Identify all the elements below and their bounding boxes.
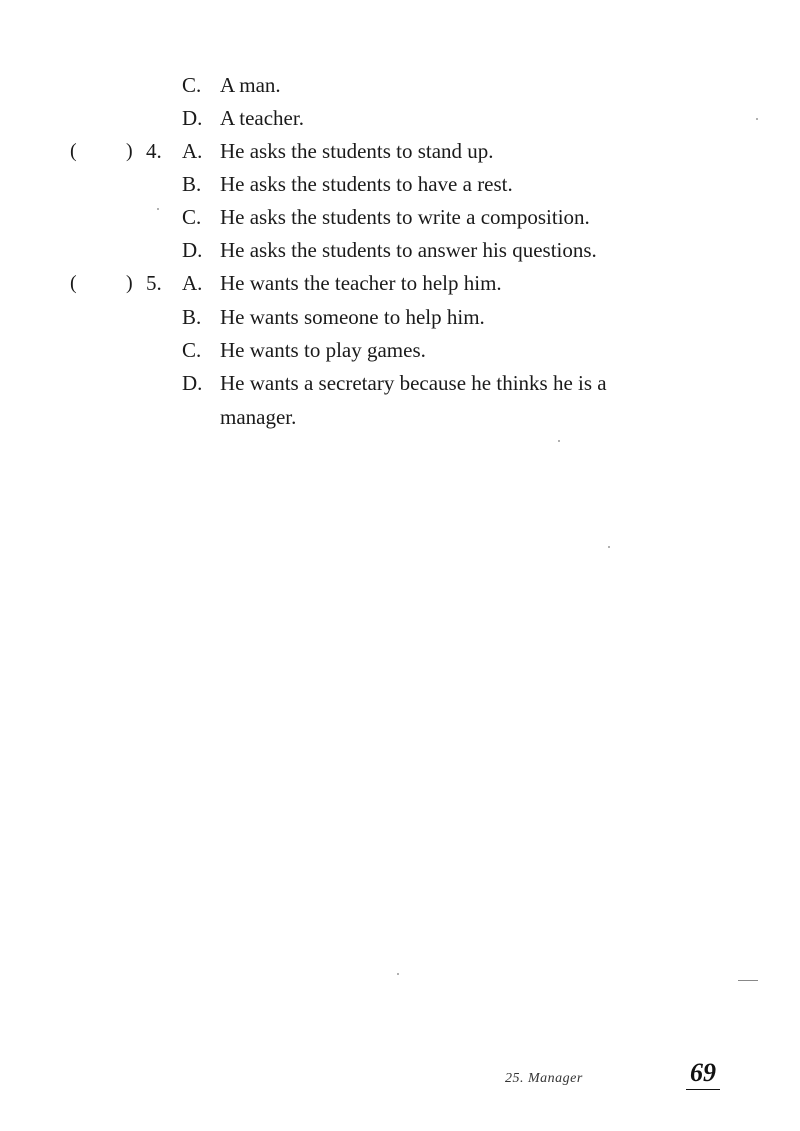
q5-option-c-letter: C. (182, 338, 202, 362)
q5-option-a-text: He wants the teacher to help him. (220, 271, 502, 295)
q4-option-c-letter: C. (182, 205, 202, 229)
q5-number: 5. (146, 271, 162, 295)
q5-option-a-letter: A. (182, 271, 203, 295)
q3-option-d-letter: D. (182, 106, 203, 130)
q5-answer-open-paren: ( (70, 272, 77, 294)
q5-option-d-continuation: manager. (220, 405, 297, 429)
q4-option-b-text: He asks the students to have a rest. (220, 172, 513, 196)
q4-answer-open-paren: ( (70, 140, 77, 162)
footer-lesson-label: 25. Manager (505, 1071, 583, 1086)
q4-option-c-text: He asks the students to write a composition. (220, 205, 590, 229)
q5-option-c-text: He wants to play games. (220, 338, 426, 362)
scan-speck (157, 208, 159, 210)
q3-option-c-text: A man. (220, 73, 281, 97)
q4-number: 4. (146, 139, 162, 163)
q4-option-a-text: He asks the students to stand up. (220, 139, 494, 163)
q5-option-b-letter: B. (182, 305, 202, 329)
q5-option-b-text: He wants someone to help him. (220, 305, 485, 329)
q5-option-d-letter: D. (182, 371, 203, 395)
q4-option-d-letter: D. (182, 238, 203, 262)
q4-option-d-text: He asks the students to answer his questions. (220, 238, 597, 262)
scan-speck (558, 440, 560, 442)
q5-option-d-text: He wants a secretary because he thinks he is a (220, 371, 607, 395)
q3-option-d-text: A teacher. (220, 106, 304, 130)
q4-option-a-letter: A. (182, 139, 203, 163)
scan-speck (608, 546, 610, 548)
page-number: 69 (686, 1058, 720, 1090)
q3-option-c-letter: C. (182, 73, 202, 97)
margin-rule (738, 980, 758, 981)
q5-answer-close-paren: ) (126, 272, 133, 294)
q4-option-b-letter: B. (182, 172, 202, 196)
q4-answer-close-paren: ) (126, 140, 133, 162)
scan-speck (756, 118, 758, 120)
scan-speck (397, 973, 399, 975)
